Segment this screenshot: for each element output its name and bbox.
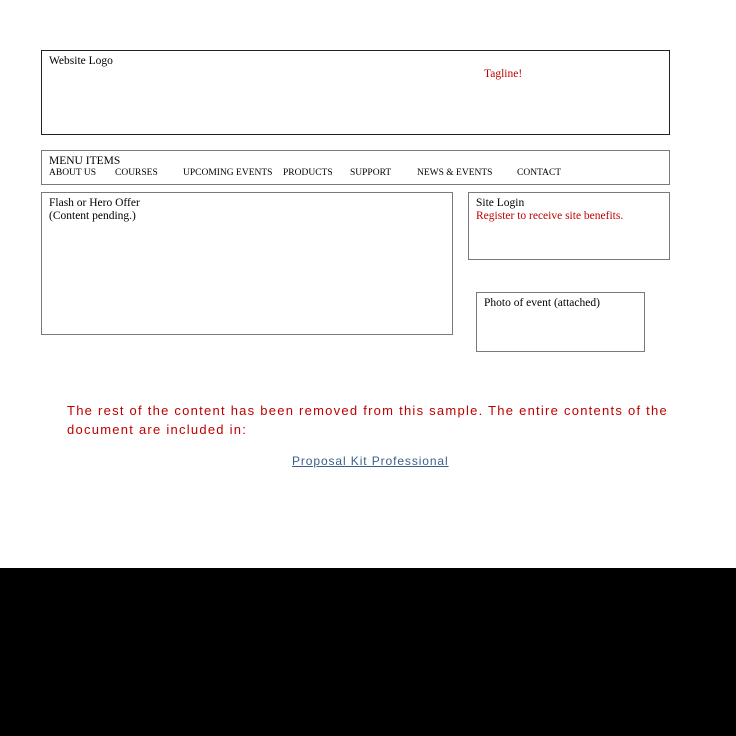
login-title: Site Login: [476, 197, 525, 209]
hero-title: Flash or Hero Offer: [49, 197, 140, 209]
menu-item-support[interactable]: SUPPORT: [350, 168, 392, 178]
menu-title: MENU ITEMS: [49, 155, 121, 167]
tagline: Tagline!: [484, 68, 523, 80]
menu-item-courses[interactable]: COURSES: [115, 168, 158, 178]
hero-offer-box: [41, 192, 453, 335]
login-register-text: Register to receive site benefits.: [476, 210, 624, 222]
menu-item-upcoming-events[interactable]: UPCOMING EVENTS: [183, 168, 273, 178]
black-bottom-band: [0, 568, 736, 736]
menu-item-products[interactable]: PRODUCTS: [283, 168, 333, 178]
header-box: [41, 50, 670, 135]
photo-label: Photo of event (attached): [484, 297, 600, 309]
event-photo-box: [476, 292, 645, 352]
menu-box: [41, 150, 670, 185]
proposal-kit-link[interactable]: Proposal Kit Professional: [292, 454, 449, 468]
hero-subtitle: (Content pending.): [49, 210, 136, 222]
menu-item-news-events[interactable]: NEWS & EVENTS: [417, 168, 493, 178]
menu-item-about-us[interactable]: ABOUT US: [49, 168, 97, 178]
menu-item-contact[interactable]: CONTACT: [517, 168, 562, 178]
sample-notice-text: The rest of the content has been removed from this sample. The entire contents of the document are included in:: [67, 403, 669, 437]
site-login-box: [468, 192, 670, 260]
website-logo-placeholder: Website Logo: [49, 55, 113, 67]
